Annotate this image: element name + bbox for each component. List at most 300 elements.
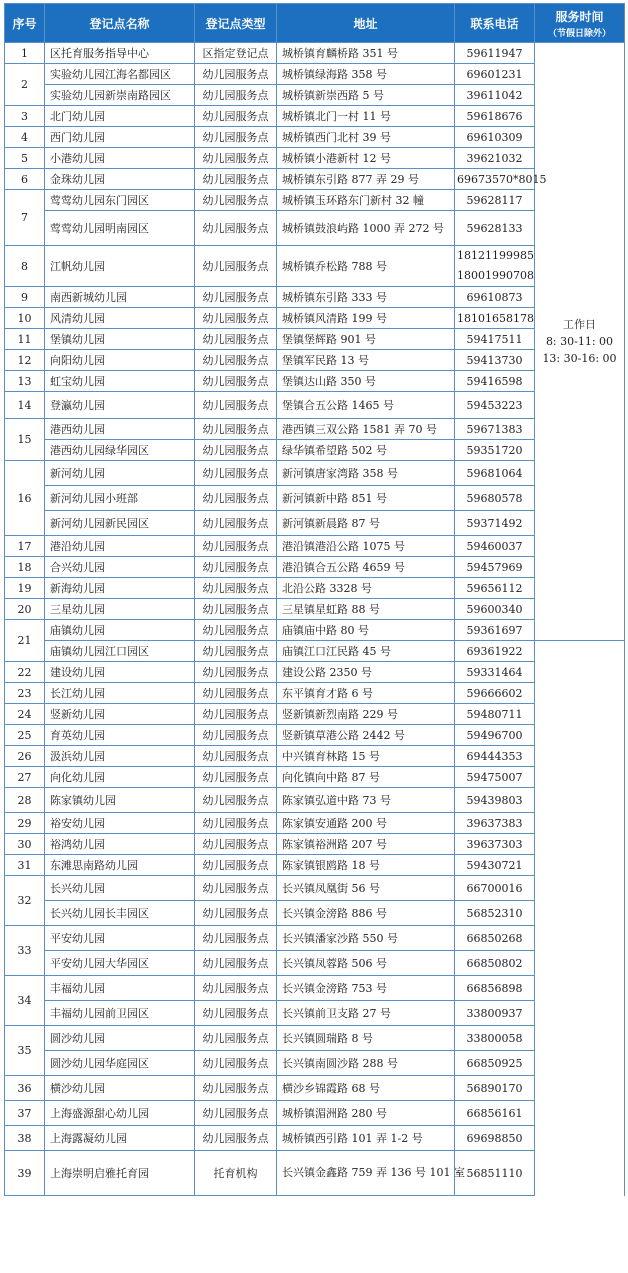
- point-name: 育英幼儿园: [45, 725, 195, 746]
- point-type: 幼儿园服务点: [195, 308, 277, 329]
- point-name: 平安幼儿园大华园区: [45, 951, 195, 976]
- point-type: 幼儿园服务点: [195, 767, 277, 788]
- point-type: 幼儿园服务点: [195, 211, 277, 246]
- point-phone: 59351720: [455, 440, 535, 461]
- point-phone: 59417511: [455, 329, 535, 350]
- point-address: 长兴镇金滂路 886 号: [277, 901, 455, 926]
- point-phone: 66850268: [455, 926, 535, 951]
- point-phone: 59457969: [455, 557, 535, 578]
- point-type: 幼儿园服务点: [195, 440, 277, 461]
- row-number: 3: [5, 106, 45, 127]
- point-address: 长兴镇金滂路 753 号: [277, 976, 455, 1001]
- row-number: 27: [5, 767, 45, 788]
- point-name: 横沙幼儿园: [45, 1076, 195, 1101]
- point-address: 港沿镇合五公路 4659 号: [277, 557, 455, 578]
- point-type: 幼儿园服务点: [195, 620, 277, 641]
- point-phone: 59618676: [455, 106, 535, 127]
- point-name: 港西幼儿园: [45, 419, 195, 440]
- point-type: 幼儿园服务点: [195, 64, 277, 85]
- point-name: 裕安幼儿园: [45, 813, 195, 834]
- point-name: 丰福幼儿园前卫园区: [45, 1001, 195, 1026]
- point-name: 竖新幼儿园: [45, 704, 195, 725]
- point-address: 长兴镇金鑫路 759 弄 136 号 101 室: [277, 1151, 455, 1196]
- point-name: 虹宝幼儿园: [45, 371, 195, 392]
- point-phone: 59416598: [455, 371, 535, 392]
- point-address: 新河镇新中路 851 号: [277, 486, 455, 511]
- row-number: 31: [5, 855, 45, 876]
- point-type: 幼儿园服务点: [195, 1076, 277, 1101]
- point-phone: 56851110: [455, 1151, 535, 1196]
- point-type: 幼儿园服务点: [195, 190, 277, 211]
- row-number: 37: [5, 1101, 45, 1126]
- row-number: 17: [5, 536, 45, 557]
- point-name: 向阳幼儿园: [45, 350, 195, 371]
- point-type: 幼儿园服务点: [195, 148, 277, 169]
- point-address: 城桥镇湄洲路 280 号: [277, 1101, 455, 1126]
- point-phone: 59480711: [455, 704, 535, 725]
- point-phone: 59460037: [455, 536, 535, 557]
- point-type: 幼儿园服务点: [195, 901, 277, 926]
- point-address: 城桥镇东引路 333 号: [277, 287, 455, 308]
- point-phone: 59611947: [455, 43, 535, 64]
- point-phone: 66856161: [455, 1101, 535, 1126]
- point-address: 长兴镇圆瑞路 8 号: [277, 1026, 455, 1051]
- point-phone: 59600340: [455, 599, 535, 620]
- row-number: 32: [5, 876, 45, 926]
- point-type: 幼儿园服务点: [195, 1126, 277, 1151]
- point-phone: 59413730: [455, 350, 535, 371]
- table-row: [5, 951, 625, 976]
- point-name: 登瀛幼儿园: [45, 392, 195, 419]
- service-hours-label: 工作日: [563, 318, 596, 331]
- table-row: [5, 64, 625, 85]
- point-phone: 59656112: [455, 578, 535, 599]
- point-phone: 69361922: [455, 641, 535, 662]
- point-address: 新河镇新晨路 87 号: [277, 511, 455, 536]
- point-phone: 59666602: [455, 683, 535, 704]
- point-address: 城桥镇风清路 199 号: [277, 308, 455, 329]
- row-number: 2: [5, 64, 45, 106]
- point-name: 新河幼儿园: [45, 461, 195, 486]
- point-type: 幼儿园服务点: [195, 461, 277, 486]
- point-address: 横沙乡锦霞路 68 号: [277, 1076, 455, 1101]
- point-name: 丰福幼儿园: [45, 976, 195, 1001]
- table-row: [5, 641, 625, 662]
- point-address: 绿华镇希望路 502 号: [277, 440, 455, 461]
- table-row: [5, 329, 625, 350]
- point-address: 堡镇堡辉路 901 号: [277, 329, 455, 350]
- point-type: 区指定登记点: [195, 43, 277, 64]
- point-address: 庙镇庙中路 80 号: [277, 620, 455, 641]
- point-name: 堡镇幼儿园: [45, 329, 195, 350]
- table-row: [5, 1101, 625, 1126]
- point-name: 风清幼儿园: [45, 308, 195, 329]
- point-name: 庙镇幼儿园江口园区: [45, 641, 195, 662]
- point-name: 实验幼儿园江海名都园区: [45, 64, 195, 85]
- row-number: 6: [5, 169, 45, 190]
- row-number: 4: [5, 127, 45, 148]
- table-row: [5, 308, 625, 329]
- point-type: 幼儿园服务点: [195, 746, 277, 767]
- point-phone: 39637383: [455, 813, 535, 834]
- table-row: [5, 876, 625, 901]
- table-row: [5, 419, 625, 440]
- table-row: [5, 287, 625, 308]
- point-name: 圆沙幼儿园华庭园区: [45, 1051, 195, 1076]
- point-type: 幼儿园服务点: [195, 127, 277, 148]
- table-row: [5, 1126, 625, 1151]
- table-row: [5, 85, 625, 106]
- point-address: 长兴镇凤蓉路 506 号: [277, 951, 455, 976]
- point-phone-secondary: 18001990708: [457, 269, 534, 282]
- point-phone: 39637303: [455, 834, 535, 855]
- point-type: 幼儿园服务点: [195, 169, 277, 190]
- header-service-note: （节假日除外）: [547, 28, 611, 39]
- point-type: 幼儿园服务点: [195, 683, 277, 704]
- row-number: 11: [5, 329, 45, 350]
- point-address: 庙镇江口江民路 45 号: [277, 641, 455, 662]
- point-address: 城桥镇东引路 877 弄 29 号: [277, 169, 455, 190]
- point-name: 平安幼儿园: [45, 926, 195, 951]
- row-number: 26: [5, 746, 45, 767]
- table-row: [5, 557, 625, 578]
- row-number: 29: [5, 813, 45, 834]
- table-row: [5, 788, 625, 813]
- point-phone: 69444353: [455, 746, 535, 767]
- point-address: 城桥镇乔松路 788 号: [277, 246, 455, 287]
- table-row: [5, 536, 625, 557]
- table-row: [5, 1001, 625, 1026]
- table-row: [5, 578, 625, 599]
- point-address: 建设公路 2350 号: [277, 662, 455, 683]
- point-phone-primary: 18121199985: [457, 249, 534, 262]
- point-type: 幼儿园服务点: [195, 536, 277, 557]
- row-number: 16: [5, 461, 45, 536]
- point-address: 中兴镇育林路 15 号: [277, 746, 455, 767]
- point-address: 陈家镇银鸥路 18 号: [277, 855, 455, 876]
- point-phone: 59680578: [455, 486, 535, 511]
- point-type: 幼儿园服务点: [195, 329, 277, 350]
- row-number: 20: [5, 599, 45, 620]
- point-type: 幼儿园服务点: [195, 725, 277, 746]
- point-type: 幼儿园服务点: [195, 511, 277, 536]
- table-row: [5, 246, 625, 287]
- table-row: [5, 169, 625, 190]
- header-no: 序号: [5, 4, 45, 43]
- point-type: 幼儿园服务点: [195, 350, 277, 371]
- row-number: 39: [5, 1151, 45, 1196]
- row-number: 9: [5, 287, 45, 308]
- point-name: 圆沙幼儿园: [45, 1026, 195, 1051]
- point-phone: 59331464: [455, 662, 535, 683]
- point-phone: 66856898: [455, 976, 535, 1001]
- table-row: [5, 855, 625, 876]
- table-row: [5, 683, 625, 704]
- point-phone: 66850802: [455, 951, 535, 976]
- point-name: 向化幼儿园: [45, 767, 195, 788]
- point-type: 幼儿园服务点: [195, 813, 277, 834]
- header-phone: 联系电话: [455, 4, 535, 43]
- point-phone: 69673570*8015: [455, 169, 535, 190]
- point-name: 北门幼儿园: [45, 106, 195, 127]
- point-phone: 56852310: [455, 901, 535, 926]
- table-row: [5, 440, 625, 461]
- table-row: [5, 813, 625, 834]
- point-phone: 33800058: [455, 1026, 535, 1051]
- point-address: 竖新镇草港公路 2442 号: [277, 725, 455, 746]
- header-address: 地址: [277, 4, 455, 43]
- point-name: 西门幼儿园: [45, 127, 195, 148]
- point-address: 竖新镇新烈南路 229 号: [277, 704, 455, 725]
- row-number: 23: [5, 683, 45, 704]
- header-name: 登记点名称: [45, 4, 195, 43]
- point-name: 长江幼儿园: [45, 683, 195, 704]
- point-type: 幼儿园服务点: [195, 287, 277, 308]
- table-row: [5, 901, 625, 926]
- point-phone: 59430721: [455, 855, 535, 876]
- point-type: 幼儿园服务点: [195, 834, 277, 855]
- point-name: 小港幼儿园: [45, 148, 195, 169]
- row-number: 24: [5, 704, 45, 725]
- table-row: [5, 190, 625, 211]
- point-type: 幼儿园服务点: [195, 557, 277, 578]
- point-name: 莺莺幼儿园东门园区: [45, 190, 195, 211]
- row-number: 8: [5, 246, 45, 287]
- table-row: [5, 1051, 625, 1076]
- point-name: 汲浜幼儿园: [45, 746, 195, 767]
- point-name: 三星幼儿园: [45, 599, 195, 620]
- table-row: [5, 834, 625, 855]
- header-row: [5, 4, 625, 43]
- point-type: 幼儿园服务点: [195, 371, 277, 392]
- point-phone: 33800937: [455, 1001, 535, 1026]
- row-number: 12: [5, 350, 45, 371]
- table-row: [5, 1151, 625, 1196]
- row-number: 15: [5, 419, 45, 461]
- table-row: [5, 392, 625, 419]
- point-phone: 59475007: [455, 767, 535, 788]
- table-row: [5, 599, 625, 620]
- point-phone: 59453223: [455, 392, 535, 419]
- point-phone: [455, 246, 535, 287]
- header-type: 登记点类型: [195, 4, 277, 43]
- point-address: 新河镇唐家湾路 358 号: [277, 461, 455, 486]
- point-name: 实验幼儿园新崇南路园区: [45, 85, 195, 106]
- point-name: 新河幼儿园小班部: [45, 486, 195, 511]
- point-name: 金珠幼儿园: [45, 169, 195, 190]
- table-row: [5, 486, 625, 511]
- point-address: 堡镇合五公路 1465 号: [277, 392, 455, 419]
- point-address: 城桥镇鼓浪屿路 1000 弄 272 号: [277, 211, 455, 246]
- point-phone: 39611042: [455, 85, 535, 106]
- point-type: 幼儿园服务点: [195, 392, 277, 419]
- table-row: [5, 511, 625, 536]
- point-phone: 69610309: [455, 127, 535, 148]
- point-type: 幼儿园服务点: [195, 1051, 277, 1076]
- point-address: 港沿镇港沿公路 1075 号: [277, 536, 455, 557]
- row-number: 34: [5, 976, 45, 1026]
- point-phone: 18101658178: [455, 308, 535, 329]
- row-number: 33: [5, 926, 45, 976]
- point-name: 江帆幼儿园: [45, 246, 195, 287]
- point-address: 城桥镇育麟桥路 351 号: [277, 43, 455, 64]
- point-address: 三星镇星虹路 88 号: [277, 599, 455, 620]
- row-number: 22: [5, 662, 45, 683]
- table-row: [5, 211, 625, 246]
- point-name: 区托育服务指导中心: [45, 43, 195, 64]
- point-name: 长兴幼儿园长丰园区: [45, 901, 195, 926]
- point-name: 建设幼儿园: [45, 662, 195, 683]
- table-row: [5, 767, 625, 788]
- point-address: 城桥镇新崇西路 5 号: [277, 85, 455, 106]
- table-row: [5, 43, 625, 64]
- table-row: [5, 704, 625, 725]
- point-name: 莺莺幼儿园明南园区: [45, 211, 195, 246]
- row-number: 35: [5, 1026, 45, 1076]
- point-address: 长兴镇前卫支路 27 号: [277, 1001, 455, 1026]
- point-address: 陈家镇弘道中路 73 号: [277, 788, 455, 813]
- row-number: 21: [5, 620, 45, 662]
- point-phone: 56890170: [455, 1076, 535, 1101]
- point-address: 城桥镇绿海路 358 号: [277, 64, 455, 85]
- table-row: [5, 620, 625, 641]
- row-number: 13: [5, 371, 45, 392]
- point-address: 城桥镇北门一村 11 号: [277, 106, 455, 127]
- point-type: 幼儿园服务点: [195, 855, 277, 876]
- point-name: 长兴幼儿园: [45, 876, 195, 901]
- row-number: 14: [5, 392, 45, 419]
- point-type: 幼儿园服务点: [195, 641, 277, 662]
- point-phone: 59371492: [455, 511, 535, 536]
- point-type: 幼儿园服务点: [195, 926, 277, 951]
- point-type: 幼儿园服务点: [195, 419, 277, 440]
- point-address: 东平镇育才路 6 号: [277, 683, 455, 704]
- point-type: 幼儿园服务点: [195, 599, 277, 620]
- point-address: 城桥镇西门北村 39 号: [277, 127, 455, 148]
- point-type: 幼儿园服务点: [195, 951, 277, 976]
- point-phone: 59628133: [455, 211, 535, 246]
- point-type: 幼儿园服务点: [195, 578, 277, 599]
- point-name: 庙镇幼儿园: [45, 620, 195, 641]
- row-number: 19: [5, 578, 45, 599]
- point-type: 幼儿园服务点: [195, 976, 277, 1001]
- point-type: 幼儿园服务点: [195, 1001, 277, 1026]
- table-row: [5, 148, 625, 169]
- point-address: 堡镇军民路 13 号: [277, 350, 455, 371]
- row-number: 30: [5, 834, 45, 855]
- row-number: 7: [5, 190, 45, 246]
- table-row: [5, 976, 625, 1001]
- table-row: [5, 725, 625, 746]
- point-phone: 59439803: [455, 788, 535, 813]
- service-hours-morning: 8: 30-11: 00: [545, 335, 614, 348]
- point-name: 港西幼儿园绿华园区: [45, 440, 195, 461]
- point-name: 裕鸿幼儿园: [45, 834, 195, 855]
- point-phone: 59681064: [455, 461, 535, 486]
- point-phone: 66700016: [455, 876, 535, 901]
- header-service: [535, 4, 625, 43]
- point-phone: 69610873: [455, 287, 535, 308]
- point-phone: 59671383: [455, 419, 535, 440]
- point-phone: 59496700: [455, 725, 535, 746]
- point-name: 合兴幼儿园: [45, 557, 195, 578]
- header-service-label: 服务时间: [555, 9, 604, 24]
- point-type: 幼儿园服务点: [195, 85, 277, 106]
- point-name: 新河幼儿园新民园区: [45, 511, 195, 536]
- point-phone: 59628117: [455, 190, 535, 211]
- table-row: [5, 127, 625, 148]
- table-row: [5, 106, 625, 127]
- table-row: [5, 461, 625, 486]
- table-row: [5, 350, 625, 371]
- point-type: 幼儿园服务点: [195, 246, 277, 287]
- point-address: 长兴镇南圆沙路 288 号: [277, 1051, 455, 1076]
- point-address: 城桥镇小港新村 12 号: [277, 148, 455, 169]
- registration-points-table: [4, 3, 625, 1196]
- point-phone: 69601231: [455, 64, 535, 85]
- point-address: 港西镇三双公路 1581 弄 70 号: [277, 419, 455, 440]
- point-name: 南西新城幼儿园: [45, 287, 195, 308]
- row-number: 10: [5, 308, 45, 329]
- service-hours-afternoon: 13: 30-16: 00: [542, 352, 617, 365]
- row-number: 36: [5, 1076, 45, 1101]
- table-row: [5, 662, 625, 683]
- point-type: 托育机构: [195, 1151, 277, 1196]
- table-row: [5, 926, 625, 951]
- point-name: 陈家镇幼儿园: [45, 788, 195, 813]
- point-address: 城桥镇玉环路东门新村 32 幢: [277, 190, 455, 211]
- point-type: 幼儿园服务点: [195, 876, 277, 901]
- row-number: 38: [5, 1126, 45, 1151]
- point-name: 港沿幼儿园: [45, 536, 195, 557]
- point-name: 上海盛源甜心幼儿园: [45, 1101, 195, 1126]
- point-type: 幼儿园服务点: [195, 704, 277, 725]
- point-address: 堡镇达山路 350 号: [277, 371, 455, 392]
- service-hours-group-1: [535, 43, 625, 641]
- point-name: 新海幼儿园: [45, 578, 195, 599]
- row-number: 18: [5, 557, 45, 578]
- point-address: 长兴镇凤凰街 56 号: [277, 876, 455, 901]
- point-name: 上海崇明启雅托育园: [45, 1151, 195, 1196]
- point-type: 幼儿园服务点: [195, 1026, 277, 1051]
- point-address: 陈家镇裕洲路 207 号: [277, 834, 455, 855]
- point-phone: 66850925: [455, 1051, 535, 1076]
- point-address: 城桥镇西引路 101 弄 1-2 号: [277, 1126, 455, 1151]
- table-row: [5, 1076, 625, 1101]
- row-number: 5: [5, 148, 45, 169]
- table-row: [5, 746, 625, 767]
- point-type: 幼儿园服务点: [195, 106, 277, 127]
- point-name: 上海露凝幼儿园: [45, 1126, 195, 1151]
- point-address: 陈家镇安通路 200 号: [277, 813, 455, 834]
- point-address: 北沿公路 3328 号: [277, 578, 455, 599]
- row-number: 1: [5, 43, 45, 64]
- point-type: 幼儿园服务点: [195, 486, 277, 511]
- point-phone: 69698850: [455, 1126, 535, 1151]
- point-address: 长兴镇潘家沙路 550 号: [277, 926, 455, 951]
- point-address: 向化镇向中路 87 号: [277, 767, 455, 788]
- row-number: 28: [5, 788, 45, 813]
- row-number: 25: [5, 725, 45, 746]
- point-type: 幼儿园服务点: [195, 662, 277, 683]
- point-type: 幼儿园服务点: [195, 1101, 277, 1126]
- point-type: 幼儿园服务点: [195, 788, 277, 813]
- table-row: [5, 1026, 625, 1051]
- point-phone: 59361697: [455, 620, 535, 641]
- table-row: [5, 371, 625, 392]
- point-phone: 39621032: [455, 148, 535, 169]
- point-name: 东滩思南路幼儿园: [45, 855, 195, 876]
